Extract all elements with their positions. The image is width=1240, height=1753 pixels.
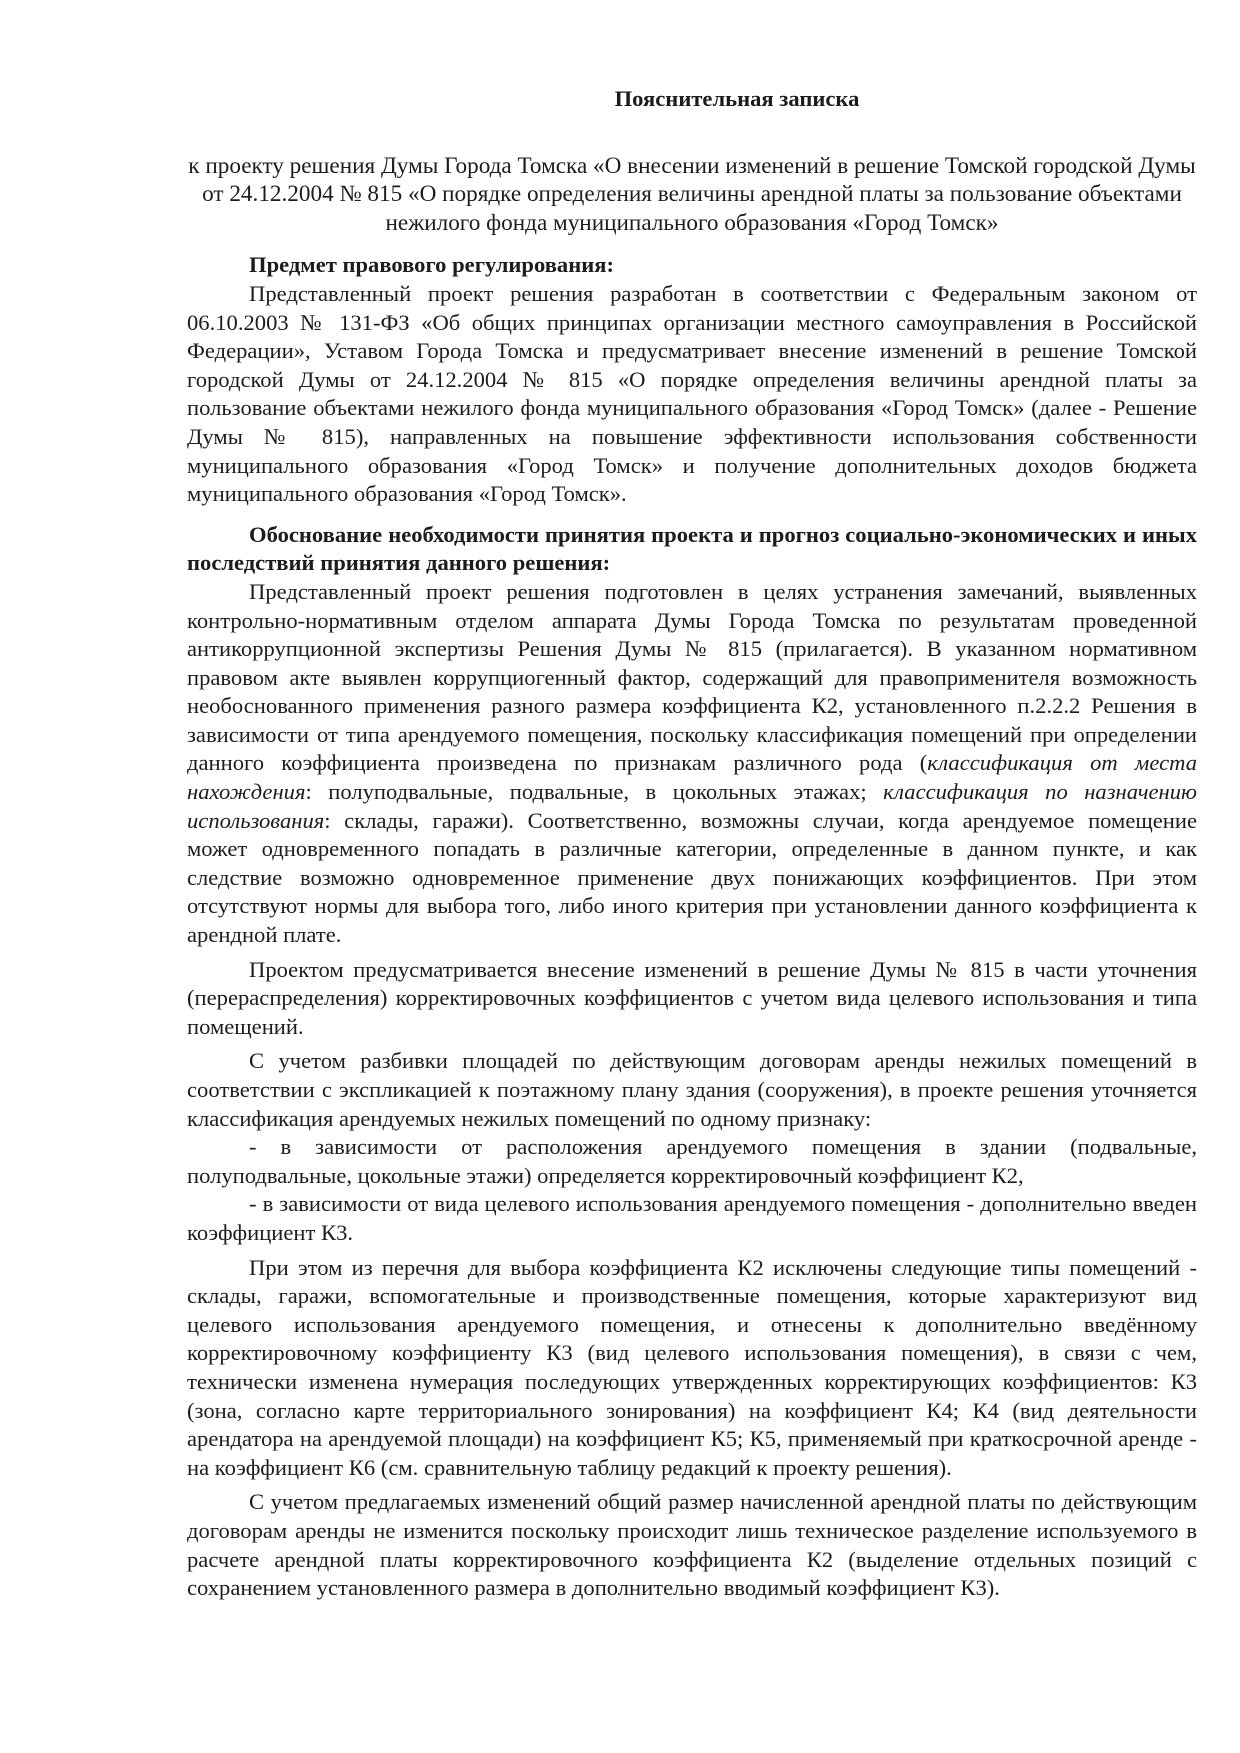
document-subtitle: к проекту решения Думы Города Томска «О внесении изменений в решение Томской городской Думы от 24.12.2004 № 815 «О порядке определения величины арендной платы за пользование объектами нежилого фонда муниципального образования «Город Томск» bbox=[188, 152, 1196, 236]
document-body bbox=[187, 85, 1197, 1603]
paragraph-subject: Представленный проект решения разработан в соответствии с Федеральным законом от 06.10.2003 № 131-ФЗ «Об общих принципах организации местного самоуправления в Российской Федерации», Уставом Города Томска и предусматривает внесение изменений в решение Томской городской Думы от 24.12.2004 № 815 «О порядке определения величины арендной платы за пользование объектами нежилого фонда муниципального образования «Город Томск» (далее - Решение Думы № 815), направленных на повышение эффективности использования собственности муниципального образования «Город Томск» и получение дополнительных доходов бюджета муниципального образования «Город Томск». bbox=[187, 280, 1197, 507]
italic-term: классификация по назначению использования bbox=[187, 779, 1197, 833]
paragraph-justification-1 bbox=[187, 578, 1197, 950]
paragraph-justification-2: Проектом предусматривается внесение изменений в решение Думы № 815 в части уточнения (перераспределения) корректировочных коэффициентов с учетом вида целевого использования и типа помещений. bbox=[187, 956, 1197, 1039]
paragraph-justification-7: С учетом предлагаемых изменений общий размер начисленной арендной платы по действующим договорам аренды не изменится поскольку происходит лишь техническое разделение используемого в расчете арендной платы корректировочного коэффициента К2 (выделение отдельных позиций с сохранением установленного размера в дополнительно вводимый коэффициент К3). bbox=[187, 1489, 1197, 1601]
paragraph-text: : склады, гаражи). Соответственно, возможны случаи, когда арендуемое помещение может одновременного попадать в различные категории, определенные в данном пункте, и как следствие возможно одновременное применение двух понижающих коэффициентов. При этом отсутствуют нормы для выбора того, либо иного критерия при установлении данного коэффициента к арендной плате. bbox=[187, 807, 1197, 948]
paragraph-text: : полуподвальные, подвальные, в цокольных этажах; bbox=[305, 779, 884, 805]
document-title: Пояснительная записка bbox=[614, 86, 860, 111]
paragraph-justification-6: При этом из перечня для выбора коэффициента К2 исключены следующие типы помещений - склады, гаражи, вспомогательные и производственные помещения, которые характеризуют вид целевого использования арендуемого помещения, и отнесены к дополнительно введённому корректировочному коэффициенту К3 (вид целевого использования помещения), в связи с чем, технически изменена нумерация последующих утвержденных корректирующих коэффициентов: К3 (зона, согласно карте территориального зонирования) на коэффициент К4; К4 (вид деятельности арендатора на арендуемой площади) на коэффициент К5; К5, применяемый при краткосрочной аренде - на коэффициент К6 (см. сравнительную таблицу редакций к проекту решения). bbox=[187, 1254, 1197, 1480]
paragraph-justification-3: С учетом разбивки площадей по действующим договорам аренды нежилых помещений в соответствии с экспликацией к поэтажному плану здания (сооружения), в проекте решения уточняется классификация арендуемых нежилых помещений по одному признаку: bbox=[187, 1048, 1197, 1131]
paragraph-text: Представленный проект решения подготовлен в целях устранения замечаний, выявленных контрольно-нормативным отделом аппарата Думы Города Томска по результатам проведенной антикоррупционной экспертизы Решения Думы № 815 (прилагается). В указанном нормативном правовом акте выявлен коррупциогенный фактор, содержащий для правоприменителя возможность необоснованного применения разного размера коэффициента К2, установленного п.2.2.2 Решения в зависимости от типа арендуемого помещения, поскольку классификация помещений при определении данного коэффициента произведена по признакам различного рода ( bbox=[187, 578, 1197, 776]
italic-term: классификация от места нахождения bbox=[187, 750, 1197, 805]
list-item-usage: - в зависимости от вида целевого использования арендуемого помещения - дополнительно введен коэффициент К3. bbox=[187, 1191, 1197, 1245]
section-heading-subject: Предмет правового регулирования: bbox=[249, 252, 614, 278]
section-heading-justification: Обоснование необходимости принятия проекта и прогноз социально-экономических и иных последствий принятия данного решения: bbox=[187, 521, 1197, 576]
list-item-location: - в зависимости от расположения арендуемого помещения в здании (подвальные, полуподвальные, цокольные этажи) определяется корректировочный коэффициент К2, bbox=[187, 1134, 1197, 1188]
